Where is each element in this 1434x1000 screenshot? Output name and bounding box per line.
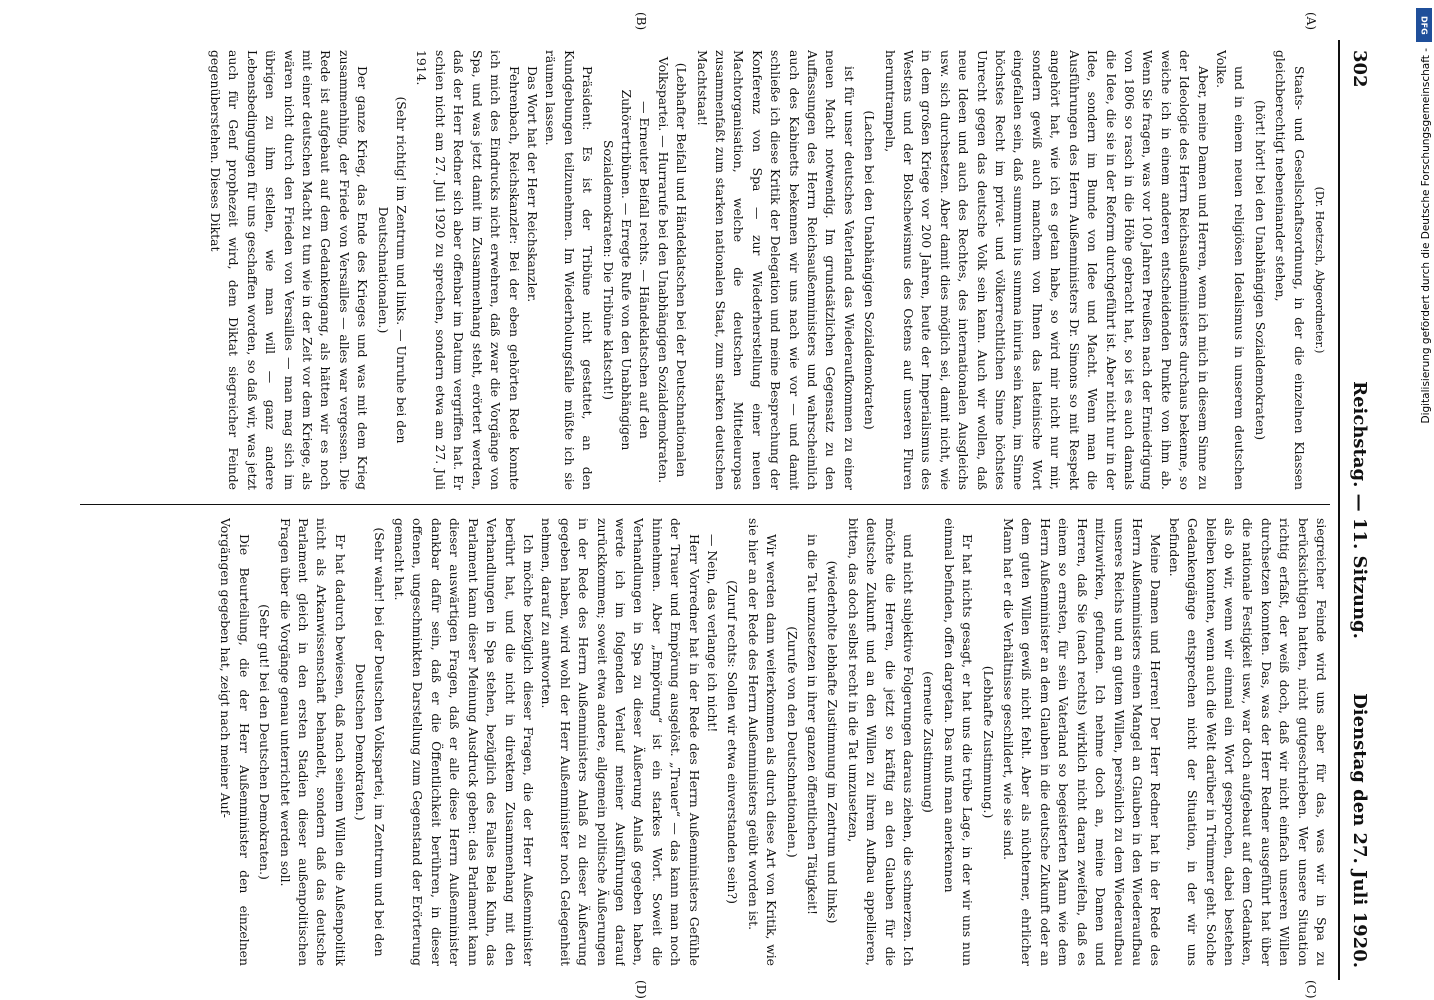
paragraph: Herr Vorredner hat in der Rede des Herrn Außenministers Gefühle der Trauer und Empörung ausgelöst. „Trauer“ — das kann man noch hinnehmen. Aber „Empörung“ ist ein starkes Wort. Soweit die Verhandlungen in Spa zu dieser Äußerung Anlaß gegeben haben, werde ich im folgenden Verlauf meiner Ausführungen darauf zurückkommen; soweit etwa andere, allgemein politische Äußerungen in der Rede des Herrn Außenministers Anlaß zu dieser Äußerung gegeben haben, wird wohl der Herr Außenminister noch Gelegenheit nehmen, darauf zu antworten. [539, 518, 702, 966]
running-head [1338, 40, 1370, 980]
paragraph: — Nein, das verlange ich nicht! [705, 534, 720, 733]
interjection: (Lebhafte Zustimmung.) [980, 665, 996, 819]
left-column [80, 50, 1330, 490]
interjection: (Lachen bei den Unabhängigen Sozialdemokraten) [862, 110, 878, 430]
interjection: (wiederholte lebhafte Zustimmung im Zentrum und links) [825, 560, 841, 924]
paragraph: Er hat nichts gesagt, er hat uns die trübe Lage, in der wir uns nun einmal befinden, offen dargetan. Das muß man anerkennen [941, 518, 976, 966]
interjection: (Zurufe von den Deutschnationalen.) [784, 626, 800, 858]
interjection: (Sehr richtig! im Zentrum und links. — Unruhe bei den Deutschnationalen.) [375, 96, 410, 444]
digitization-credit: Digitalisierung gefördert durch die Deutsche Forschungsgemeinschaft - [1420, 48, 1432, 424]
running-date: Dienstag den 27. Juli 1920. [1349, 693, 1370, 968]
paragraph: und nicht subjektive Folgerungen daraus ziehen, die schmerzen. Ich möchte die Herren, die jetzt so kräftig an den Glauben für die deutsche Zukunft und an den Willen zu ihrem Aufbau appellieren, bitten, das doch selbst recht in die Tat umzusetzen, [845, 518, 917, 966]
column-divider [80, 504, 1330, 505]
running-title: Reichstag. — 11. Sitzung. [1349, 381, 1370, 639]
interjection: (Sehr wahr! bei der Deutschen Volkspartei, im Zentrum und bei den Deutschen Demokraten.) [353, 527, 387, 957]
paragraph: in die Tat umzusetzen in ihrer ganzen öffentlichen Tätigkeit! [805, 534, 821, 915]
speaker-continuation: (Dr. Hoetzsch, Abgeordneter.) [1313, 186, 1326, 354]
paragraph: Das Wort hat der Herr Reichskanzler. [524, 66, 540, 303]
paragraph: Ich möchte bezüglich dieser Fragen, die der Herr Außenminister berührt hat, und die nicht in direktem Zusammenhang mit den Verhandlungen in Spa stehen, bezüglich des Falles Bela Kuhn, das Parlament kann dieser Meinung Ausdruck geben: das Parlament kann dieser auswärtigen Fragen, daß er alle diese Herrn Außenminister dankbar dafür sein, daß er die Öffentlichkeit berühren, in dieser offenen, ungeschminkten Darstellung zum Gegenstand der Erörterung gemacht hat. [392, 518, 536, 966]
chancellor-speech: Fehrenbach, Reichskanzler: Bei der eben gehörten Rede konnte ich mich des Eindrucks nicht erwehren, daß zwar die Vorgänge von Spa, und was jetzt damit im Zusammenhang steht, erörtert werden, daß der Herr Redner sich aber offenbar im Datum vergriffen hat. Er schien nicht am 27. Juli 1920 zu sprechen, sondern etwa am 27. Juli 1914. [414, 50, 522, 490]
dfg-logo-icon: DFG [1416, 8, 1432, 42]
interjection: (Sehr gut! bei den Deutschen Demokraten.) [257, 604, 273, 880]
paragraph: siegreicher Feinde wird uns aber für das, was wir in Spa zu berücksichtigen hatten, nicht gutgeschrieben. Wer unsere Situation richtig erfaßt, der weiß doch, daß wir nicht einfach unseren Willen durchsetzen konnten. Das, was der Herr Redner ausgeführt hat über die nationale Festigkeit usw., war doch aufgebaut auf dem Gedanken, als ob wir, wenn wir einmal ein Wort gesprochen, dabei bestehen bleiben konnten, wenn auch die Welt darüber in Trümmer geht. Solche Gedankengänge entsprechen nicht der Situation, in der wir uns befinden. [1166, 518, 1329, 966]
paragraph: Aber, meine Damen und Herren, wenn ich mich in diesem Sinne zu der Ideologie des Herrn Reichsaußenministers durchaus bekenne, so weiche ich in einem anderen entscheidenden Punkte von ihm ab. Wenn Sie fragen, was vor 100 Jahren Preußen nach der Erniedrigung von 1806 so rasch in die Höhe gebracht hat, so ist es auch damals die Idee, die sie in der Reform durchgeführt ist. Aber nicht nur in der Idee, sondern im Bunde von Idee und Macht. Wenn man die Ausführungen des Herrn Außenministers Dr. Simons so mit Respekt angehört hat, wie ich es getan habe, so wird mir nicht nur mir, sondern gewiß auch manchem von Ihnen das lateinische Wort eingefallen sein, daß summum ius summa iniuria sein kann, im Sinne höchstes Recht im privat- und völkerrechtlichen Sinne höchstes Unrecht gegen das deutsche Volk sein kann. Auch wir wollen, daß neue Ideen und auch des Rechtes, des internationalen Ausgleichs usw. sich durchsetzen. Aber damit dies möglich sei, damit nicht, wie in dem großen Kriege vor 200 Jahren, heute der Imperialismus des Westens und der Bolschewismus des Ostens auf unseren Fluren herumtrampeln, [882, 50, 1211, 490]
margin-mark-a: (A) [1304, 12, 1318, 31]
paragraph: Der ganze Krieg, das Ende des Krieges und was mit dem Krieg zusammenhing, der Friede von Versailles — alles war vergessen. Die Rede ist aufgebaut auf dem Gedankengang, als hätten wir es noch mit einer deutschen Macht zu tun wie in der Zeit vor dem Kriege, als wären nicht durch den Frieden von Versailles — man mag sich im übrigen zu ihm stellen, wie man will — ganz andere Lebensbedingungen für uns geschaffen worden, so daß wir, was jetzt auch für Genf prophezeit wird, dem Diktat siegreicher Feinde gegenüberstehen. Dieses Diktat [208, 50, 371, 490]
interjection: (erneute Zustimmung) [921, 671, 937, 813]
paragraph: ist für unser deutsches Vaterland das Wiederaufkommen zu einer neuen Macht notwendig. Im grundsätzlichen Gegensatz zu den Auffassungen des Herrn Reichsaußenministers und wahrscheinlich auch des Kabinetts bekennen wir uns nach wie vor — und damit schließe ich diese Kritik der Delegation und meine Besprechung der Konferenz von Spa — zur Wiederherstellung einer neuen Machtorganisation, welche die deutschen Mitteleuropas zusammenfaßt zum starken nationalen Staat, zum starken deutschen Machtstaat! [694, 50, 857, 490]
paragraph: Die Beurteilung, die der Herr Außenminister den einzelnen Vorgängen gegeben hat, zeigt nach meiner Auf- [218, 518, 252, 966]
margin-mark-d: (D) [634, 980, 648, 999]
paragraph: Staats- und Gesellschaftsordnung, in der die einzelnen Klassen gleichberechtigt nebeneinander stehen, [1273, 50, 1307, 490]
interjection: (Zuruf rechts: Sollen wir etwa einverstanden sein?) [725, 580, 741, 904]
margin-mark-b: (B) [634, 12, 648, 31]
margin-mark-c: (C) [1304, 980, 1318, 999]
interjection: (hört! hört! bei den Unabhängigen Sozialdemokraten) [1252, 99, 1268, 441]
paragraph: Er hat dadurch bewiesen, daß nach seinem Willen die Außenpolitik nicht als Arkanwissenschaft behandelt, sondern daß das deutsche Parlament gleich in den ersten Stadien dieser außenpolitischen Fragen über die Vorgänge genau unterrichtet werden soll. [277, 518, 348, 966]
right-column [80, 518, 1330, 966]
paragraph: Meine Damen und Herren! Der Herr Redner hat in der Rede des Herrn Außenministers einen Mangel an Glauben in den Wiederaufbau unseres Reichs und an gutem Willen, persönlich zu dem Wiederaufbau mitzuwirken, gefunden. Ich nehme doch an, meine Damen und Herren, daß Sie (nach rechts) wirklich nicht daran zweifeln, daß es einem so ernsten, für sein Vaterland so begeisterten Mann wie dem Herrn Außenminister an dem Glauben in die deutsche Zukunft oder an dem guten Willen gewiß nicht fehlt. Aber als nüchterner, ehrlicher Mann hat er die Verhältnisse geschildert, wie sie sind. [1001, 518, 1164, 966]
document-page [60, 12, 1370, 999]
president-remark: Präsident: Es ist der Tribüne nicht gestattet, an den Kundgebungen teilzunehmen. Im Wiederholungsfalle müßte ich sie räumen lassen. [543, 50, 596, 490]
paragraph: und in einem neuen religiösen Idealismus in unserem deutschen Volke. [1213, 50, 1248, 490]
paragraph: Wir werden dann weiterkommen als durch diese Art von Kritik, wie sie hier an der Rede des Herrn Außenministers geübt worden ist. [745, 518, 780, 966]
interjection: (Lebhafter Beifall und Händeklatschen bei der Deutschnationalen Volkspartei. — Hurrarufe bei den Unabhängigen Sozialdemokraten. — Erneuter Beifall rechts. — Händeklatschen auf den Zuhörertribünen. — Erregte Rufe von den Unabhängigen Sozialdemokraten: Die Tribüne klatscht!) [600, 56, 690, 484]
page-number: 302 [1349, 50, 1370, 88]
